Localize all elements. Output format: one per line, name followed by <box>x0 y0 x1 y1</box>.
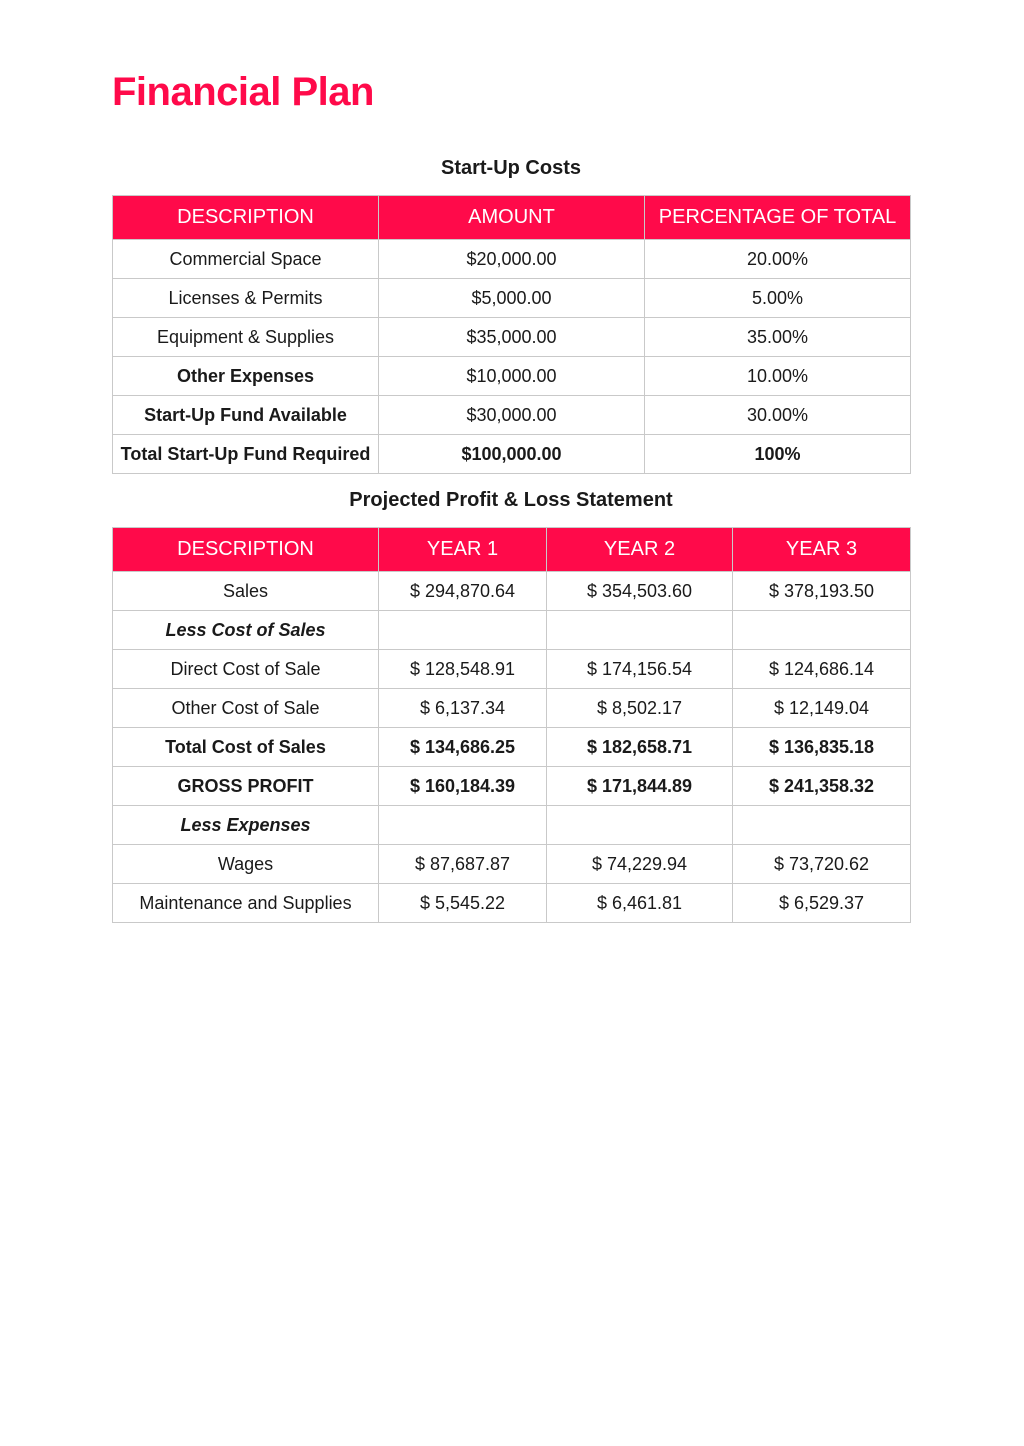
row-year-1: $ 160,184.39 <box>379 767 547 806</box>
column-header-description: DESCRIPTION <box>113 528 379 572</box>
row-year-3 <box>733 611 911 650</box>
row-year-2 <box>547 611 733 650</box>
row-year-3 <box>733 806 911 845</box>
table-row <box>113 884 911 923</box>
row-amount: $10,000.00 <box>379 357 645 396</box>
row-year-1 <box>379 611 547 650</box>
row-percent: 30.00% <box>645 396 911 435</box>
table-header-row <box>113 196 911 240</box>
row-percent: 10.00% <box>645 357 911 396</box>
table-row <box>113 650 911 689</box>
row-year-3: $ 73,720.62 <box>733 845 911 884</box>
row-year-3: $ 6,529.37 <box>733 884 911 923</box>
profit-loss-table <box>112 527 911 923</box>
row-year-3: $ 378,193.50 <box>733 572 911 611</box>
subtotal-row <box>113 728 911 767</box>
row-percent: 5.00% <box>645 279 911 318</box>
row-year-2: $ 74,229.94 <box>547 845 733 884</box>
profit-loss-heading: Projected Profit & Loss Statement <box>349 489 673 511</box>
row-year-2: $ 182,658.71 <box>547 728 733 767</box>
row-description: GROSS PROFIT <box>113 767 379 806</box>
row-year-3: $ 12,149.04 <box>733 689 911 728</box>
table-row <box>113 689 911 728</box>
row-description: Maintenance and Supplies <box>113 884 379 923</box>
row-amount: $35,000.00 <box>379 318 645 357</box>
table-row <box>113 318 911 357</box>
row-year-1: $ 134,686.25 <box>379 728 547 767</box>
row-description: Start-Up Fund Available <box>113 396 379 435</box>
row-description: Less Cost of Sales <box>113 611 379 650</box>
row-description: Total Start-Up Fund Required <box>113 435 379 474</box>
row-description: Sales <box>113 572 379 611</box>
row-percent: 20.00% <box>645 240 911 279</box>
table-row <box>113 572 911 611</box>
section-label-row <box>113 611 911 650</box>
row-percent: 100% <box>645 435 911 474</box>
row-year-1: $ 87,687.87 <box>379 845 547 884</box>
row-description: Commercial Space <box>113 240 379 279</box>
row-description: Less Expenses <box>113 806 379 845</box>
row-description: Equipment & Supplies <box>113 318 379 357</box>
row-amount: $5,000.00 <box>379 279 645 318</box>
row-year-1: $ 5,545.22 <box>379 884 547 923</box>
row-amount: $100,000.00 <box>379 435 645 474</box>
row-amount: $30,000.00 <box>379 396 645 435</box>
column-header-year-2: YEAR 2 <box>547 528 733 572</box>
row-description: Total Cost of Sales <box>113 728 379 767</box>
row-year-2: $ 6,461.81 <box>547 884 733 923</box>
row-percent: 35.00% <box>645 318 911 357</box>
row-year-2 <box>547 806 733 845</box>
row-description: Direct Cost of Sale <box>113 650 379 689</box>
table-row <box>113 279 911 318</box>
table-row <box>113 357 911 396</box>
column-header-year-1: YEAR 1 <box>379 528 547 572</box>
row-year-2: $ 174,156.54 <box>547 650 733 689</box>
row-year-3: $ 124,686.14 <box>733 650 911 689</box>
row-year-2: $ 171,844.89 <box>547 767 733 806</box>
row-description: Licenses & Permits <box>113 279 379 318</box>
table-row <box>113 396 911 435</box>
section-label-row <box>113 806 911 845</box>
page-title: Financial Plan <box>112 70 374 114</box>
total-row <box>113 435 911 474</box>
row-year-1: $ 128,548.91 <box>379 650 547 689</box>
row-description: Other Expenses <box>113 357 379 396</box>
table-row <box>113 845 911 884</box>
table-header-row <box>113 528 911 572</box>
column-header-description: DESCRIPTION <box>113 196 379 240</box>
gross-profit-row <box>113 767 911 806</box>
table-row <box>113 240 911 279</box>
column-header-year-3: YEAR 3 <box>733 528 911 572</box>
row-year-1: $ 294,870.64 <box>379 572 547 611</box>
row-description: Wages <box>113 845 379 884</box>
startup-costs-heading: Start-Up Costs <box>440 157 581 179</box>
column-header-percentage: PERCENTAGE OF TOTAL <box>645 196 911 240</box>
column-header-amount: AMOUNT <box>379 196 645 240</box>
startup-costs-table <box>112 195 911 474</box>
row-year-3: $ 241,358.32 <box>733 767 911 806</box>
row-year-1: $ 6,137.34 <box>379 689 547 728</box>
row-year-2: $ 8,502.17 <box>547 689 733 728</box>
row-year-3: $ 136,835.18 <box>733 728 911 767</box>
row-description: Other Cost of Sale <box>113 689 379 728</box>
row-year-1 <box>379 806 547 845</box>
row-year-2: $ 354,503.60 <box>547 572 733 611</box>
row-amount: $20,000.00 <box>379 240 645 279</box>
